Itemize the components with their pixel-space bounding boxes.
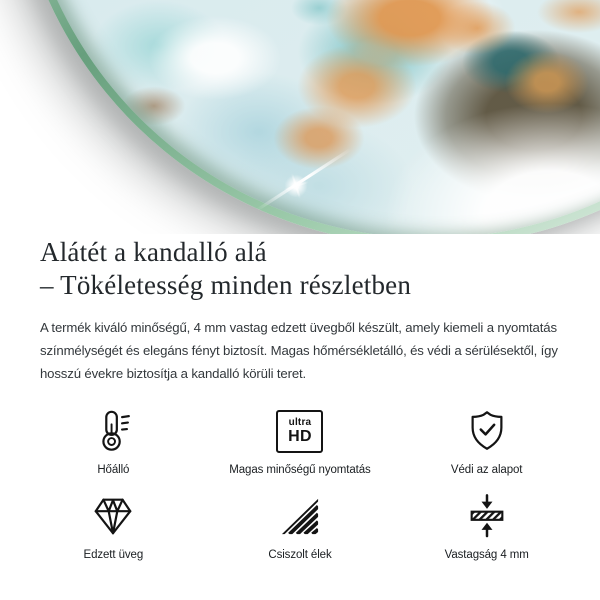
shield-check-icon xyxy=(464,407,510,455)
ultra-hd-icon-text-top: ultra xyxy=(288,416,312,428)
title-line-2: – Tökéletesség minden részletben xyxy=(40,270,412,300)
feature-ultra-hd-print xyxy=(207,407,394,476)
polished-edge-icon xyxy=(277,492,323,540)
ultra-hd-icon-text-bottom: HD xyxy=(288,427,312,445)
diamond-icon xyxy=(90,492,136,540)
feature-heat-resistant xyxy=(20,407,207,476)
title-line-1: Alátét a kandalló alá xyxy=(40,237,267,267)
thermometer-icon xyxy=(90,407,136,455)
page-title xyxy=(40,236,560,302)
feature-label: Védi az alapot xyxy=(450,464,523,477)
feature-label: Vastagság 4 mm xyxy=(444,549,529,562)
feature-label: Csiszolt élek xyxy=(268,549,332,562)
glass-disc-art xyxy=(19,0,600,234)
thickness-icon xyxy=(464,492,510,540)
feature-tempered-glass xyxy=(20,492,207,561)
feature-thickness xyxy=(393,492,580,561)
feature-polished-edges xyxy=(207,492,394,561)
feature-label: Hőálló xyxy=(97,464,130,477)
product-image-section xyxy=(0,0,600,234)
feature-label: Magas minőségű nyomtatás xyxy=(229,464,371,477)
product-info-section xyxy=(0,234,600,385)
feature-protects-base xyxy=(393,407,580,476)
feature-label: Edzett üveg xyxy=(83,549,144,562)
product-description: A termék kiváló minőségű, 4 mm vastag edzett üvegből készült, amely kiemeli a nyomtatás színmélységét és elegáns fényt biztosít. Magas hőmérsékletálló, és védi a sérülésektől, így hosszú évekre biztosítja a kandalló körüli teret. xyxy=(40,320,558,382)
feature-grid xyxy=(0,407,600,561)
ultra-hd-icon xyxy=(276,407,323,455)
